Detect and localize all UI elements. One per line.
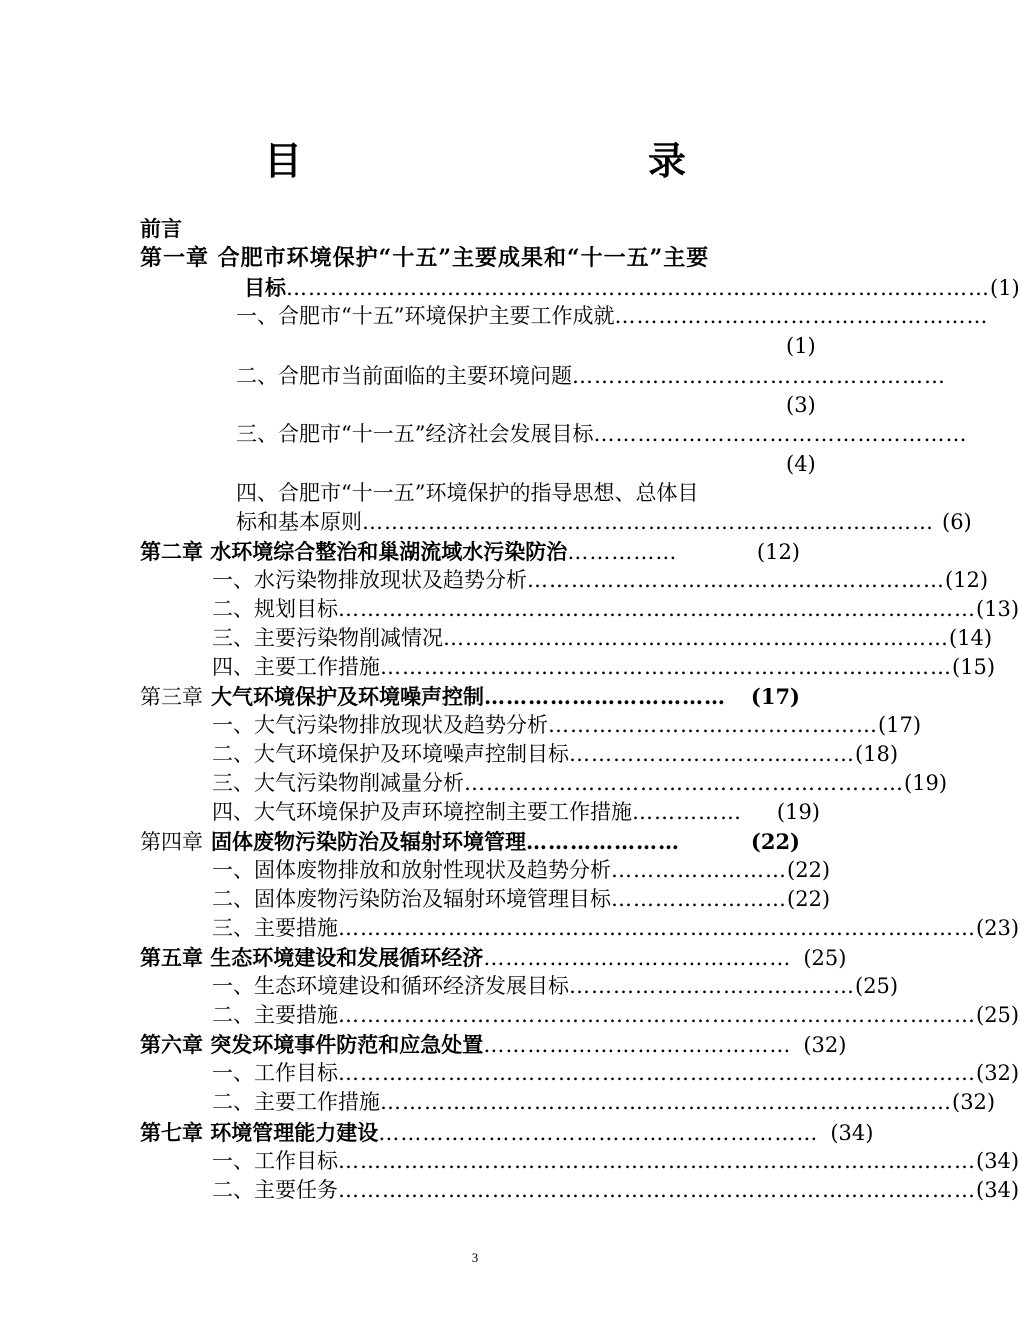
toc-item-text: 二、主要措施 bbox=[212, 1003, 338, 1027]
toc-ch1-item-3[interactable] bbox=[236, 420, 968, 449]
toc-item-text: 一、大气污染物排放现状及趋势分析 bbox=[212, 713, 548, 737]
toc-ch4-item-1[interactable] bbox=[212, 856, 831, 885]
toc-page-ref: (6) bbox=[942, 510, 972, 534]
toc-page-ref: (25) bbox=[976, 1003, 1020, 1027]
toc-ch2-item-1[interactable] bbox=[212, 566, 989, 595]
toc-leader: …………………………………………… bbox=[614, 304, 989, 328]
toc-ch5-item-2[interactable] bbox=[212, 1001, 1020, 1030]
toc-page-ref: (22) bbox=[787, 858, 831, 882]
toc-item-text: 三、主要措施 bbox=[212, 916, 338, 940]
toc-leader: ………………………………… bbox=[569, 742, 855, 766]
toc-chapter-label: 第三章 bbox=[140, 685, 203, 709]
toc-ch3-item-1[interactable] bbox=[212, 711, 922, 740]
toc-ch7-heading[interactable] bbox=[140, 1118, 874, 1148]
toc-ch5-heading[interactable] bbox=[140, 943, 847, 973]
toc-page-ref: (25) bbox=[803, 946, 847, 970]
toc-page-ref: (12) bbox=[945, 568, 989, 592]
toc-leader: …………………………………………………………………………… bbox=[338, 1061, 976, 1085]
toc-leader: ………………………………… bbox=[569, 974, 855, 998]
toc-item-text: 四、主要工作措施 bbox=[212, 655, 380, 679]
toc-ch1-cont-text: 目标 bbox=[244, 275, 286, 300]
toc-leader: …………………………………………………………… bbox=[443, 626, 949, 650]
toc-leader: ……………………………………… bbox=[548, 713, 878, 737]
toc-item-text: 一、工作目标 bbox=[212, 1061, 338, 1085]
toc-page-ref: (34) bbox=[976, 1149, 1020, 1173]
toc-leader: …………………………………… bbox=[483, 1033, 792, 1057]
toc-ch1-item-2[interactable] bbox=[236, 362, 946, 391]
toc-page-ref: (32) bbox=[803, 1033, 847, 1057]
toc-item-text: 二、主要任务 bbox=[212, 1178, 338, 1202]
toc-item-text: 三、合肥市“十一五”经济社会发展目标 bbox=[236, 422, 594, 446]
toc-leader: …………………………………………………………………………… bbox=[338, 916, 976, 940]
toc-leader: …………………… bbox=[611, 858, 787, 882]
toc-page-ref: (17) bbox=[750, 684, 800, 709]
toc-ch5-item-1[interactable] bbox=[212, 972, 899, 1001]
toc-chapter-title: 第五章 生态环境建设和发展循环经济 bbox=[140, 945, 484, 970]
toc-chapter-title: 固体废物污染防治及辐射环境管理 bbox=[211, 829, 526, 854]
toc-page-ref: (22) bbox=[750, 829, 800, 854]
toc-preface[interactable] bbox=[140, 214, 182, 243]
toc-ch1-item-3-page bbox=[786, 450, 816, 479]
toc-item-text: 一、工作目标 bbox=[212, 1149, 338, 1173]
toc-item-text: 二、主要工作措施 bbox=[212, 1090, 380, 1114]
toc-item-text: 四、合肥市“十一五”环境保护的指导思想、总体目 bbox=[236, 481, 699, 505]
toc-page-ref: (15) bbox=[952, 655, 996, 679]
toc-ch7-item-1[interactable] bbox=[212, 1147, 1020, 1176]
toc-leader: …………………………………………………………………………… bbox=[338, 1149, 976, 1173]
toc-item-text: 二、规划目标 bbox=[212, 597, 338, 621]
toc-item-text: 二、大气环境保护及环境噪声控制目标 bbox=[212, 742, 569, 766]
toc-item-text: 一、生态环境建设和循环经济发展目标 bbox=[212, 974, 569, 998]
toc-leader: …………………………………………………………………………… bbox=[338, 597, 976, 621]
toc-page-ref: (23) bbox=[976, 916, 1020, 940]
toc-ch1-item-2-page bbox=[786, 391, 816, 420]
toc-ch6-item-1[interactable] bbox=[212, 1059, 1020, 1088]
toc-ch1-item-1[interactable] bbox=[236, 302, 989, 331]
toc-ch2-item-3[interactable] bbox=[212, 624, 993, 653]
toc-item-text: 三、主要污染物削减情况 bbox=[212, 626, 443, 650]
toc-page-ref: (34) bbox=[830, 1121, 874, 1145]
toc-item-text: 三、大气污染物削减量分析 bbox=[212, 771, 464, 795]
toc-item-text: 一、水污染物排放现状及趋势分析 bbox=[212, 568, 527, 592]
toc-ch7-item-2[interactable] bbox=[212, 1176, 1020, 1205]
toc-page-ref: (32) bbox=[976, 1061, 1020, 1085]
toc-ch3-item-4[interactable] bbox=[212, 798, 820, 827]
toc-ch3-item-2[interactable] bbox=[212, 740, 899, 769]
toc-chapter-title: 第六章 突发环境事件防范和应急处置 bbox=[140, 1032, 484, 1057]
toc-page-ref: (4) bbox=[786, 452, 816, 476]
toc-leader: …………………………………………… bbox=[572, 364, 946, 388]
toc-chapter-title: 第七章 环境管理能力建设 bbox=[140, 1120, 379, 1145]
toc-preface-label: 前言 bbox=[140, 216, 182, 241]
toc-ch1-item-4[interactable] bbox=[236, 479, 698, 508]
toc-page-ref: (1) bbox=[990, 276, 1020, 300]
toc-leader: …………… bbox=[567, 540, 678, 564]
toc-leader: …………………………………………………………………………………… bbox=[286, 276, 990, 300]
page-number: 3 bbox=[471, 1250, 479, 1265]
toc-page-ref: (32) bbox=[952, 1090, 996, 1114]
toc-page-ref: (34) bbox=[976, 1178, 1020, 1202]
toc-ch6-heading[interactable] bbox=[140, 1030, 847, 1060]
toc-ch1-cont[interactable] bbox=[244, 273, 1020, 303]
toc-item-text: 一、合肥市“十五”环境保护主要工作成就 bbox=[236, 304, 615, 328]
toc-leader: …………………………… bbox=[484, 684, 726, 709]
toc-leader: …………………………………………………… bbox=[378, 1121, 819, 1145]
toc-ch2-item-2[interactable] bbox=[212, 595, 1020, 624]
toc-page-ref: (12) bbox=[756, 540, 800, 564]
toc-ch1-item-1-page bbox=[786, 332, 816, 361]
toc-leader: …………………… bbox=[611, 887, 787, 911]
toc-leader: …………………………………………………………………………… bbox=[338, 1003, 976, 1027]
toc-item-text: 标和基本原则 bbox=[236, 510, 362, 534]
page-title: 目 录 bbox=[263, 138, 776, 183]
toc-leader: ………………… bbox=[526, 829, 680, 854]
toc-ch3-heading[interactable] bbox=[140, 682, 800, 712]
toc-page-ref: (1) bbox=[786, 334, 816, 358]
toc-ch1-item-4-cont[interactable] bbox=[236, 508, 972, 537]
toc-leader: …………… bbox=[632, 800, 742, 824]
toc-leader: …………………………………………………………………… bbox=[380, 655, 952, 679]
toc-leader: ………………………………………………… bbox=[527, 568, 945, 592]
toc-page-ref: (19) bbox=[776, 800, 820, 824]
toc-leader: …………………………………… bbox=[483, 946, 792, 970]
toc-page-ref: (3) bbox=[786, 393, 816, 417]
toc-chapter-label: 第四章 bbox=[140, 830, 203, 854]
toc-page-ref: (14) bbox=[949, 626, 993, 650]
toc-item-text: 二、合肥市当前面临的主要环境问题 bbox=[236, 364, 572, 388]
toc-ch4-item-2[interactable] bbox=[212, 885, 831, 914]
toc-ch1-heading-text: 第一章 合肥市环境保护“十五”主要成果和“十一五”主要 bbox=[140, 245, 710, 271]
toc-page-ref: (17) bbox=[878, 713, 922, 737]
toc-leader: …………………………………………………… bbox=[464, 771, 904, 795]
toc-item-text: 四、大气环境保护及声环境控制主要工作措施 bbox=[212, 800, 632, 824]
toc-page-ref: (13) bbox=[976, 597, 1020, 621]
toc-ch4-heading[interactable] bbox=[140, 827, 800, 857]
toc-ch2-heading[interactable] bbox=[140, 537, 800, 567]
toc-page-ref: (19) bbox=[904, 771, 948, 795]
toc-ch2-item-4[interactable] bbox=[212, 653, 996, 682]
toc-leader: …………………………………………… bbox=[593, 422, 968, 446]
toc-ch3-item-3[interactable] bbox=[212, 769, 948, 798]
toc-item-text: 一、固体废物排放和放射性现状及趋势分析 bbox=[212, 858, 611, 882]
toc-ch4-item-3[interactable] bbox=[212, 914, 1020, 943]
toc-item-text: 二、固体废物污染防治及辐射环境管理目标 bbox=[212, 887, 611, 911]
toc-page-ref: (25) bbox=[855, 974, 899, 998]
toc-leader: …………………………………………………………………………… bbox=[338, 1178, 976, 1202]
toc-leader: …………………………………………………………………… bbox=[362, 510, 934, 534]
toc-chapter-title: 大气环境保护及环境噪声控制 bbox=[211, 684, 484, 709]
toc-ch1-heading[interactable] bbox=[140, 244, 709, 273]
toc-page-ref: (22) bbox=[787, 887, 831, 911]
toc-page-ref: (18) bbox=[855, 742, 899, 766]
toc-ch6-item-2[interactable] bbox=[212, 1088, 996, 1117]
toc-leader: …………………………………………………………………… bbox=[380, 1090, 952, 1114]
toc-chapter-title: 第二章 水环境综合整治和巢湖流域水污染防治 bbox=[140, 539, 568, 564]
